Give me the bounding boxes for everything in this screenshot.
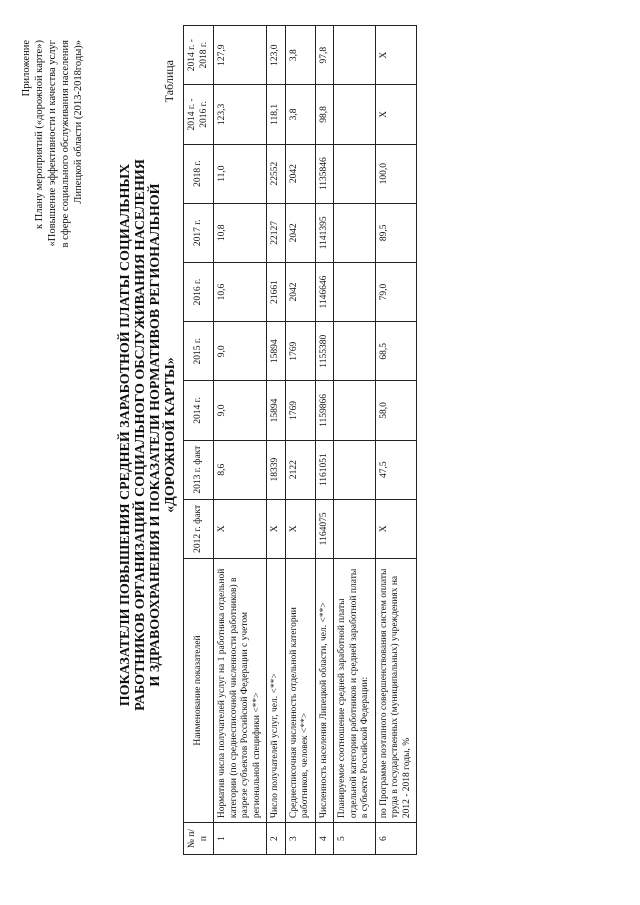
table-cell: 1164075 bbox=[315, 499, 334, 558]
table-row bbox=[315, 26, 334, 855]
table-cell: 1769 bbox=[285, 322, 315, 381]
indicators-table bbox=[183, 25, 417, 855]
column-header: 2018 г. bbox=[184, 144, 214, 203]
table-cell: 2042 bbox=[285, 203, 315, 262]
table-cell: 123,0 bbox=[267, 26, 286, 85]
table-cell: 18339 bbox=[267, 440, 286, 499]
table-cell: 11,0 bbox=[214, 144, 267, 203]
indicator-name: Численность населения Липецкой области, чел. <**> bbox=[315, 558, 334, 822]
appendix-line: Липецкой области (2013-2018годы)» bbox=[73, 40, 84, 204]
appendix-line: в сфере социального обслуживания населения bbox=[60, 40, 71, 248]
table-cell: 1141395 bbox=[315, 203, 334, 262]
table-cell: 21661 bbox=[267, 262, 286, 321]
table-header-row bbox=[184, 26, 214, 855]
table-cell: 1155380 bbox=[315, 322, 334, 381]
appendix-line: «Повышение эффективности и качества услуг bbox=[47, 40, 58, 247]
table-cell: X bbox=[375, 85, 417, 144]
table-cell: 22552 bbox=[267, 144, 286, 203]
table-cell: 97,8 bbox=[315, 26, 334, 85]
row-number: 6 bbox=[375, 823, 417, 855]
table-cell bbox=[334, 440, 376, 499]
table-cell: 3,8 bbox=[285, 85, 315, 144]
appendix-line: к Плану мероприятий («дорожной карте») bbox=[34, 40, 45, 229]
table-cell: X bbox=[375, 499, 417, 558]
table-cell: 1135846 bbox=[315, 144, 334, 203]
row-number: 2 bbox=[267, 823, 286, 855]
table-cell: 15894 bbox=[267, 381, 286, 440]
table-cell: 15894 bbox=[267, 322, 286, 381]
table-cell: 10,8 bbox=[214, 203, 267, 262]
indicator-name: по Программе поэтапного совершенствования систем оплаты труда в государственных (муниципальных) учреждениях на 2012 - 2018 годы, % bbox=[375, 558, 417, 822]
column-header: Наименование показателей bbox=[184, 558, 214, 822]
table-cell: 2042 bbox=[285, 144, 315, 203]
title-line: РАБОТНИКОВ ОРГАНИЗАЦИЙ СОЦИАЛЬНОГО ОБСЛУЖИВАНИЯ НАСЕЛЕНИЯ bbox=[133, 159, 148, 711]
table-cell: 47,5 bbox=[375, 440, 417, 499]
table-cell: X bbox=[214, 499, 267, 558]
table-cell: X bbox=[285, 499, 315, 558]
table-row bbox=[375, 26, 417, 855]
appendix-line: Приложение bbox=[21, 40, 32, 97]
table-cell: 89,5 bbox=[375, 203, 417, 262]
table-cell: 123,3 bbox=[214, 85, 267, 144]
column-header: № п/п bbox=[184, 823, 214, 855]
table-cell: 1161051 bbox=[315, 440, 334, 499]
table-cell: 2042 bbox=[285, 262, 315, 321]
indicator-name: Среднесписочная численность отдельной категории работников, человек <**> bbox=[285, 558, 315, 822]
table-cell: 9,0 bbox=[214, 381, 267, 440]
indicator-name: Число получателей услуг, чел. <**> bbox=[267, 558, 286, 822]
table-cell: 58,0 bbox=[375, 381, 417, 440]
row-number: 3 bbox=[285, 823, 315, 855]
table-cell: 2122 bbox=[285, 440, 315, 499]
table-cell: 79,0 bbox=[375, 262, 417, 321]
appendix-note bbox=[20, 40, 85, 370]
table-cell: 1769 bbox=[285, 381, 315, 440]
table-cell: 3,8 bbox=[285, 26, 315, 85]
table-cell: 1146646 bbox=[315, 262, 334, 321]
row-number: 5 bbox=[334, 823, 376, 855]
title-line: ПОКАЗАТЕЛИ ПОВЫШЕНИЯ СРЕДНЕЙ ЗАРАБОТНОЙ ПЛАТЫ СОЦИАЛЬНЫХ bbox=[118, 163, 133, 707]
column-header: 2015 г. bbox=[184, 322, 214, 381]
table-cell bbox=[334, 499, 376, 558]
table-cell: 8,6 bbox=[214, 440, 267, 499]
title-line: И ЗДРАВООХРАНЕНИЯ И ПОКАЗАТЕЛИ НОРМАТИВОВ РЕГИОНАЛЬНОЙ bbox=[148, 183, 163, 687]
table-row bbox=[285, 26, 315, 855]
column-header: 2014 г. - 2018 г. bbox=[184, 26, 214, 85]
table-cell: 100,0 bbox=[375, 144, 417, 203]
column-header: 2012 г. факт bbox=[184, 499, 214, 558]
table-cell: X bbox=[375, 26, 417, 85]
table-label: Таблица bbox=[162, 60, 176, 103]
indicator-name: Норматив числа получателей услуг на 1 работника отдельной категории (по среднесписочной численности работников) в разрезе субъектов Российской Федерации с учетом региональной специфики <**> bbox=[214, 558, 267, 822]
table-cell bbox=[334, 26, 376, 85]
title-line: «ДОРОЖНОЙ КАРТЫ» bbox=[163, 357, 178, 513]
table-cell: X bbox=[267, 499, 286, 558]
table-cell: 1159866 bbox=[315, 381, 334, 440]
column-header: 2014 г. bbox=[184, 381, 214, 440]
table-cell: 98,8 bbox=[315, 85, 334, 144]
column-header: 2013 г. факт bbox=[184, 440, 214, 499]
indicator-name: Планируемое соотношение средней заработной платы отдельной категории работников и средней заработной платы в субъекте Российской Федерации: bbox=[334, 558, 376, 822]
document-sheet bbox=[20, 20, 620, 880]
table-row bbox=[334, 26, 376, 855]
table-cell bbox=[334, 262, 376, 321]
table-cell: 22127 bbox=[267, 203, 286, 262]
table-cell: 127,9 bbox=[214, 26, 267, 85]
table-cell bbox=[334, 322, 376, 381]
table-cell bbox=[334, 381, 376, 440]
table-cell: 118,1 bbox=[267, 85, 286, 144]
document-title bbox=[118, 140, 178, 730]
column-header: 2016 г. bbox=[184, 262, 214, 321]
row-number: 1 bbox=[214, 823, 267, 855]
table-cell: 9,0 bbox=[214, 322, 267, 381]
table-row bbox=[214, 26, 267, 855]
table-cell bbox=[334, 203, 376, 262]
row-number: 4 bbox=[315, 823, 334, 855]
table-cell bbox=[334, 144, 376, 203]
table-cell: 10,6 bbox=[214, 262, 267, 321]
table-cell bbox=[334, 85, 376, 144]
column-header: 2014 г. - 2016 г. bbox=[184, 85, 214, 144]
column-header: 2017 г. bbox=[184, 203, 214, 262]
table-cell: 68,5 bbox=[375, 322, 417, 381]
table-row bbox=[267, 26, 286, 855]
